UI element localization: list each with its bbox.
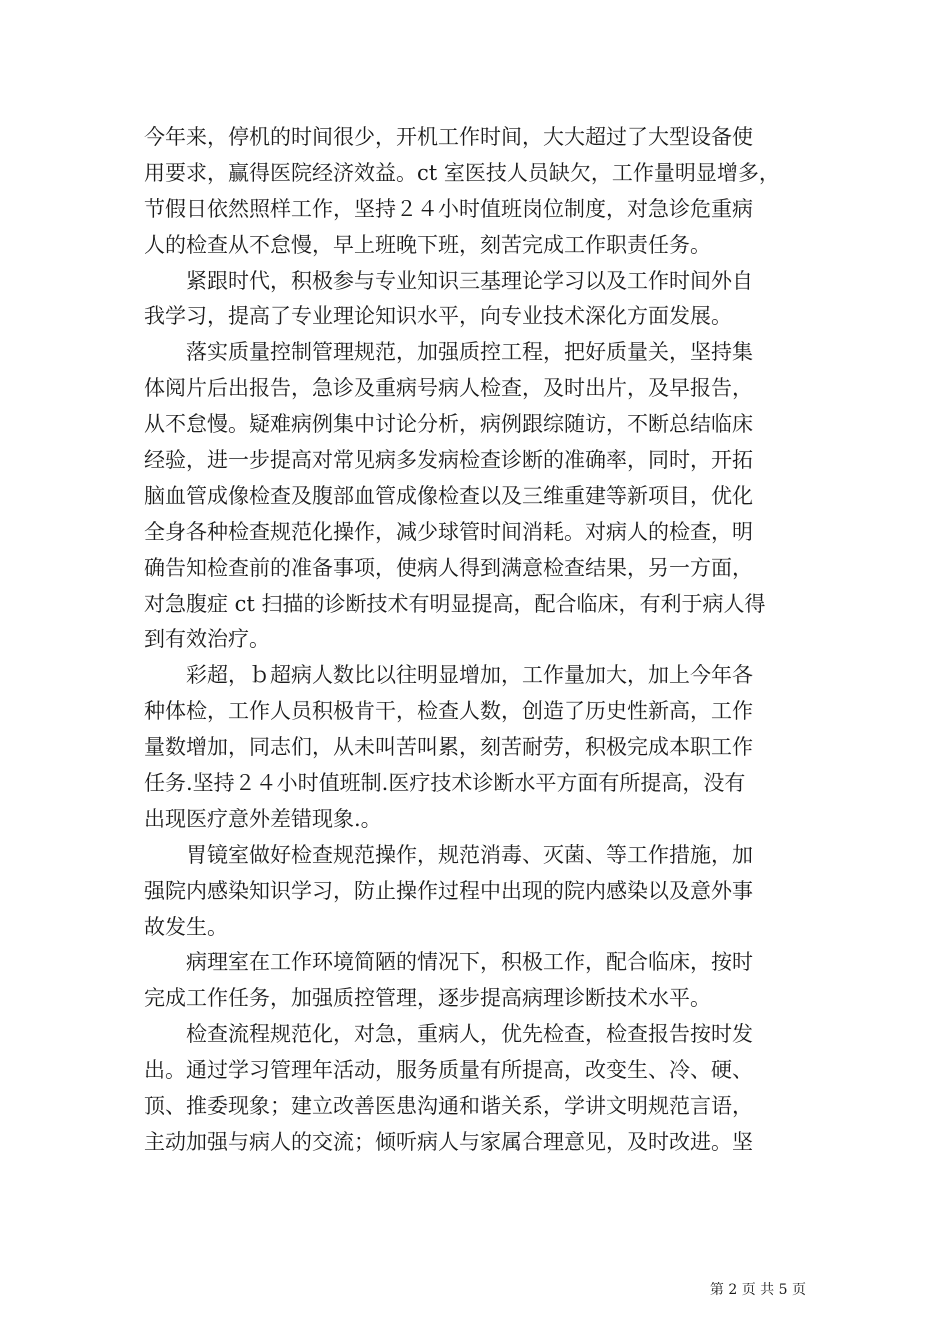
text-line: 故发生。	[144, 914, 228, 939]
text-line: 量数增加，同志们，从未叫苦叫累，刻苦耐劳，积极完成本职工作	[144, 735, 753, 760]
document-body	[144, 120, 808, 1161]
text-line: 人的检查从不怠慢，早上班晚下班，刻苦完成工作职责任务。	[144, 232, 711, 257]
text-line: 节假日依然照样工作，坚持２４小时值班岗位制度，对急诊危重病	[144, 196, 753, 221]
text-line: 彩超，ｂ超病人数比以往明显增加，工作量加大，加上今年各	[144, 663, 753, 688]
text-line: 落实质量控制管理规范，加强质控工程，把好质量关，坚持集	[144, 340, 753, 365]
text-line: 从不怠慢。疑难病例集中讨论分析，病例跟综随访，不断总结临床	[144, 412, 753, 437]
text-line: 检查流程规范化，对急，重病人，优先检查，检查报告按时发	[144, 1022, 753, 1047]
text-line: 强院内感染知识学习，防止操作过程中出现的院内感染以及意外事	[144, 878, 753, 903]
text-line: 我学习，提高了专业理论知识水平，向专业技术深化方面发展。	[144, 304, 732, 329]
text-line: 种体检，工作人员积极肯干，检查人数，创造了历史性新高，工作	[144, 699, 753, 724]
text-line: 任务.坚持２４小时值班制.医疗技术诊断水平方面有所提高，没有	[144, 771, 746, 796]
text-line: 到有效治疗。	[144, 627, 270, 652]
text-line: 全身各种检查规范化操作，减少球管时间消耗。对病人的检查，明	[144, 519, 753, 544]
text-line: 出现医疗意外差错现象.。	[144, 806, 382, 831]
text-line: 脑血管成像检查及腹部血管成像检查以及三维重建等新项目，优化	[144, 483, 753, 508]
text-line: 顶、推委现象；建立改善医患沟通和谐关系，学讲文明规范言语，	[144, 1094, 753, 1119]
text-line: 确告知检查前的准备事项，使病人得到满意检查结果，另一方面，	[144, 555, 753, 580]
text-line: 对急腹症 ct 扫描的诊断技术有明显提高，配合临床，有利于病人得	[144, 591, 766, 616]
text-line: 经验，进一步提高对常见病多发病检查诊断的准确率，同时，开拓	[144, 448, 753, 473]
text-line: 出。通过学习管理年活动，服务质量有所提高，改变生、冷、硬、	[144, 1058, 753, 1083]
text-line: 主动加强与病人的交流；倾听病人与家属合理意见，及时改进。坚	[144, 1129, 753, 1154]
text-line: 体阅片后出报告，急诊及重病号病人检查，及时出片，及早报告，	[144, 376, 753, 401]
text-line: 胃镜室做好检查规范操作，规范消毒、灭菌、等工作措施，加	[144, 842, 753, 867]
text-line: 用要求，赢得医院经济效益。ct 室医技人员缺欠，工作量明显增多，	[144, 160, 780, 185]
text-line: 病理室在工作环境简陋的情况下，积极工作，配合临床，按时	[144, 950, 753, 975]
text-line: 今年来，停机的时间很少，开机工作时间，大大超过了大型设备使	[144, 125, 753, 149]
page-number-footer: 第 2 页 共 5 页	[709, 1282, 806, 1298]
text-line: 紧跟时代，积极参与专业知识三基理论学习以及工作时间外自	[144, 268, 753, 293]
text-line: 完成工作任务，加强质控管理，逐步提高病理诊断技术水平。	[144, 986, 711, 1011]
